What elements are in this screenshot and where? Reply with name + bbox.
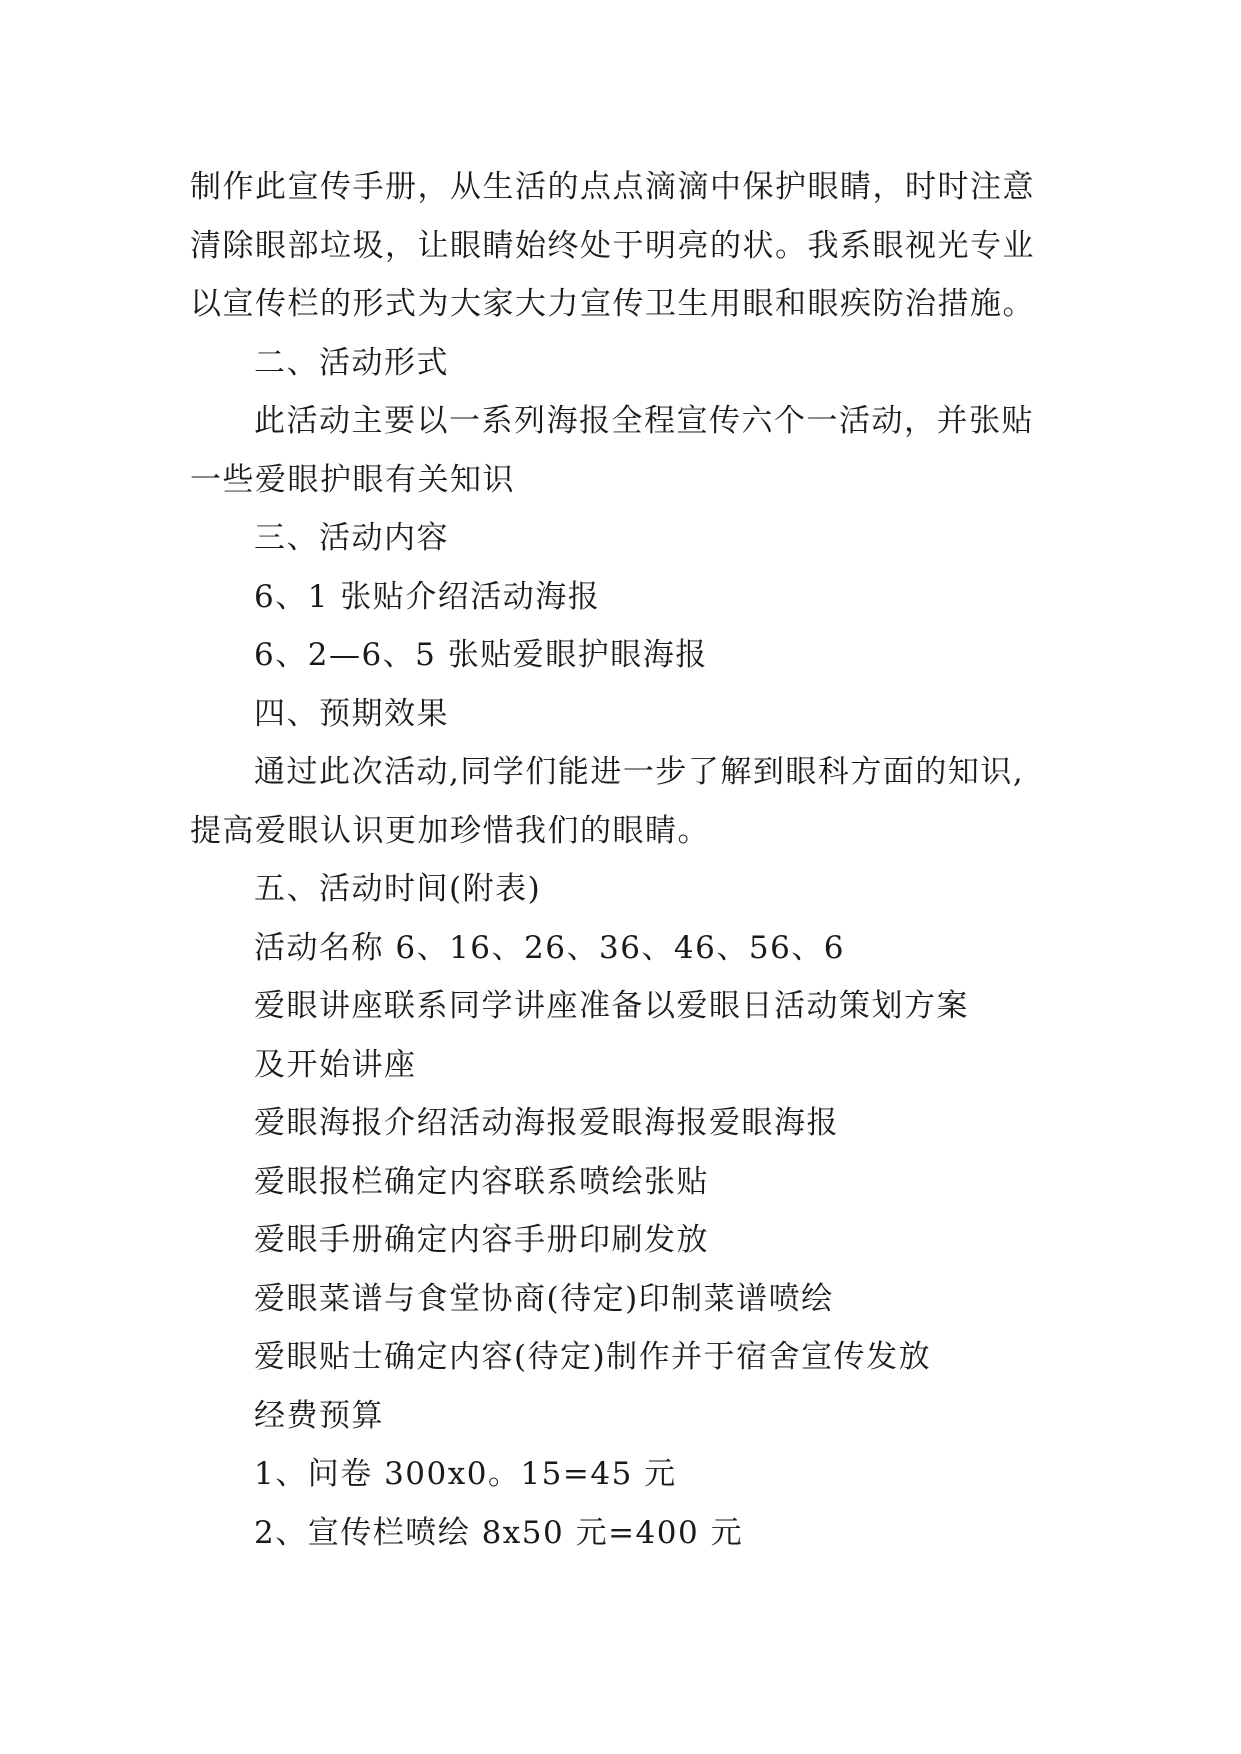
text-line: 制作此宣传手册，从生活的点点滴滴中保护眼睛，时时注意 — [190, 169, 1035, 205]
text-line: 此活动主要以一系列海报全程宣传六个一活动，并张贴 — [254, 403, 1034, 439]
text-line: 爱眼海报介绍活动海报爱眼海报爱眼海报 — [254, 1105, 839, 1141]
text-line: 二、活动形式 — [254, 344, 449, 381]
text-line: 6、1 张贴介绍活动海报 — [254, 578, 601, 615]
text-line: 爱眼讲座联系同学讲座准备以爱眼日活动策划方案 — [254, 988, 969, 1024]
text-line: 爱眼贴士确定内容(待定)制作并于宿舍宣传发放 — [254, 1339, 932, 1375]
text-line: 经费预算 — [254, 1397, 384, 1434]
text-line: 以宣传栏的形式为大家大力宣传卫生用眼和眼疾防治措施。 — [190, 286, 1035, 322]
text-line: 爱眼报栏确定内容联系喷绘张贴 — [254, 1163, 709, 1200]
text-line: 1、问卷 300x0。15=45 元 — [254, 1456, 677, 1492]
text-line: 活动名称 6、16、26、36、46、56、6 — [254, 929, 846, 966]
text-line: 通过此次活动,同学们能进一步了解到眼科方面的知识, — [254, 754, 1025, 790]
text-line: 爱眼菜谱与食堂协商(待定)印制菜谱喷绘 — [254, 1280, 834, 1317]
text-line: 清除眼部垃圾，让眼睛始终处于明亮的状。我系眼视光专业 — [190, 227, 1035, 264]
text-line: 一些爱眼护眼有关知识 — [190, 461, 515, 498]
text-line: 6、2—6、5 张贴爱眼护眼海报 — [254, 637, 708, 673]
text-line: 及开始讲座 — [254, 1046, 417, 1083]
text-line: 四、预期效果 — [254, 695, 449, 732]
text-line: 提高爱眼认识更加珍惜我们的眼睛。 — [190, 812, 710, 849]
text-line: 爱眼手册确定内容手册印刷发放 — [254, 1222, 709, 1258]
document-body — [190, 158, 1080, 1562]
text-line: 五、活动时间(附表) — [254, 871, 542, 907]
text-line: 2、宣传栏喷绘 8x50 元=400 元 — [254, 1514, 744, 1551]
text-line: 三、活动内容 — [254, 520, 449, 556]
